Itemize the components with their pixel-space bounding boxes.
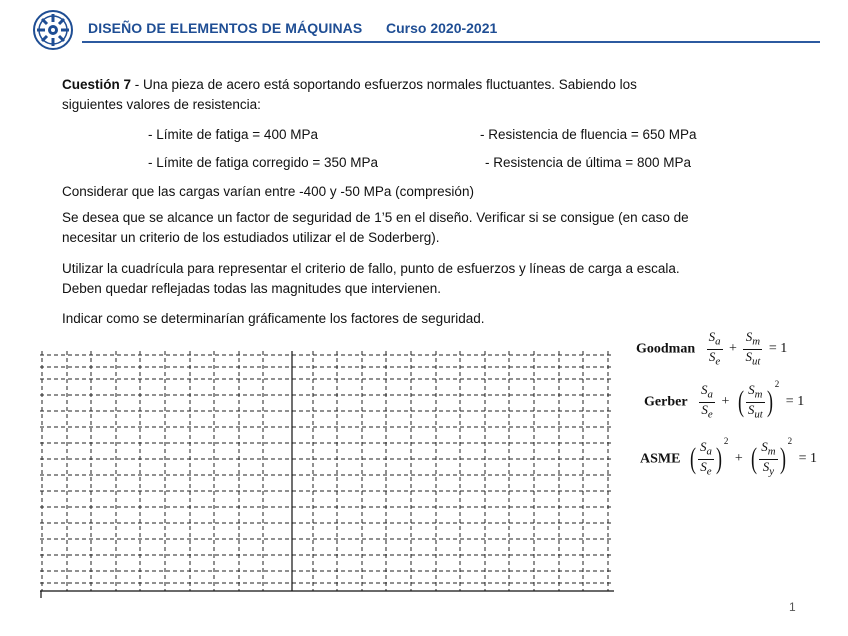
header-rule: [82, 41, 820, 43]
formula-goodman-name: Goodman: [636, 341, 696, 357]
grid-instruction-line1: Utilizar la cuadrícula para representar el criterio de fallo, punto de esfuerzos y líneas de carga a escala.: [62, 261, 680, 276]
safety-text-line1: Se desea que se alcance un factor de seguridad de 1’5 en el diseño. Verificar si se consigue (en caso de: [62, 210, 689, 225]
value-fatigue-limit: - Límite de fatiga = 400 MPa: [148, 127, 318, 142]
formula-goodman: Goodman $\frac{S_a}{S_e}$ + $\frac{S_m}{S_{ut}}$ = 1: [636, 329, 788, 368]
formula-asme-rhs: = 1: [798, 451, 818, 467]
value-ultimate-strength: - Resistencia de última = 800 MPa: [485, 155, 691, 170]
university-seal-logo: [33, 10, 73, 50]
header-title: DISEÑO DE ELEMENTOS DE MÁQUINAS: [88, 20, 363, 36]
question-intro-line1: [62, 76, 637, 94]
graphical-instruction: Indicar como se determinarían gráficamente los factores de seguridad.: [62, 311, 485, 326]
formula-gerber-name: Gerber: [644, 394, 688, 410]
answer-grid: [38, 349, 618, 601]
formula-gerber-rhs: = 1: [785, 394, 805, 410]
formula-asme-name: ASME: [640, 451, 681, 467]
value-corrected-fatigue-limit: - Límite de fatiga corregido = 350 MPa: [148, 155, 379, 170]
grid-horizontal-lines: [40, 355, 614, 583]
formula-gerber: Gerber $\frac{S_a}{S_e}$ + ( $\frac{S_m}{S_{ut}}$ )$^2$ = 1: [644, 379, 805, 421]
question-intro-text: - Una pieza de acero está soportando esfuerzos normales fluctuantes. Sabiendo los: [134, 77, 637, 92]
header-course: Curso 2020-2021: [386, 20, 498, 36]
grid-instruction-line2: Deben quedar reflejadas todas las magnitudes que intervienen.: [62, 281, 442, 296]
loads-text: Considerar que las cargas varían entre -400 y -50 MPa (compresión): [62, 184, 474, 199]
question-intro-line2: siguientes valores de resistencia:: [62, 97, 261, 112]
safety-text-line2: necesitar un criterio de los estudiados utilizar el de Soderberg).: [62, 230, 440, 245]
page-number: 1: [789, 600, 796, 614]
formula-asme: ASME ( $\frac{S_a}{S_e}$ )$^2$ + ( $\frac{S_m}{S_y}$ )$^2$ = 1: [640, 436, 818, 478]
value-yield-strength: - Resistencia de fluencia = 650 MPa: [480, 127, 697, 142]
formula-goodman-rhs: = 1: [768, 341, 788, 357]
question-label: Cuestión 7: [62, 77, 132, 92]
